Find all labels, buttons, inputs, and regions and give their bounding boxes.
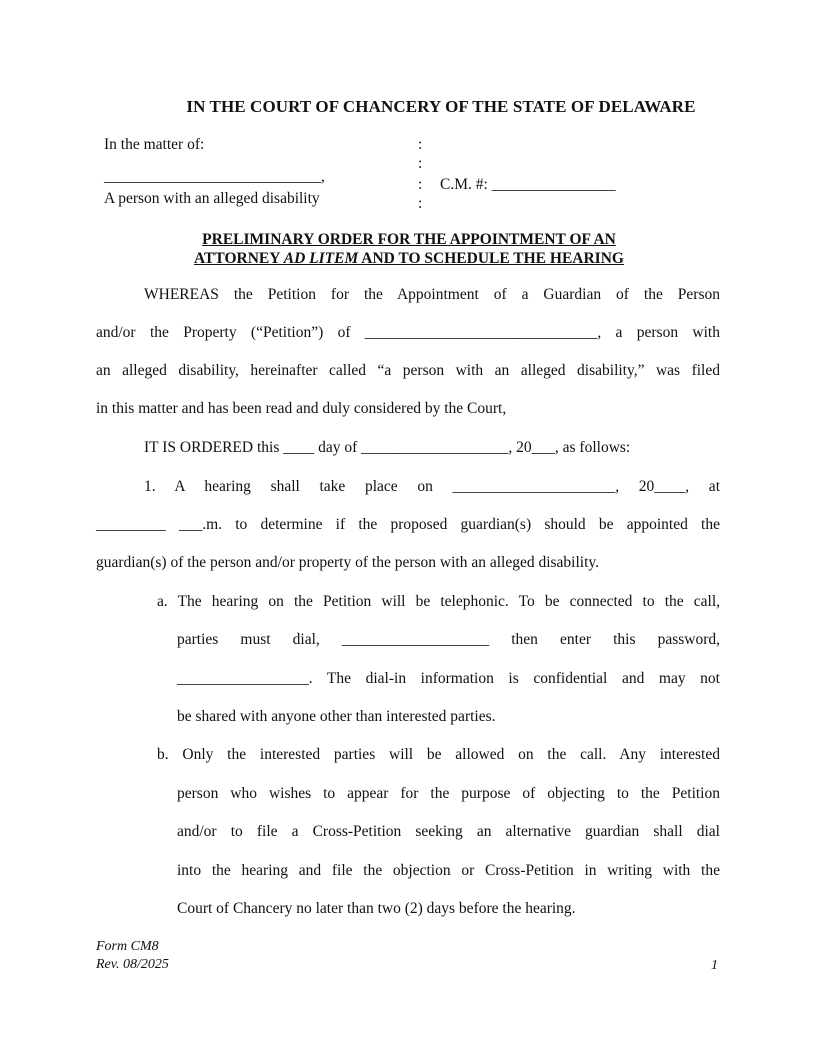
item-b-line: into the hearing and file the objection or Cross-Petition in writing with the [177, 862, 720, 879]
ordered-line: IT IS ORDERED this ____ day of ___________________, 20___, as follows: [144, 439, 631, 456]
whereas-line: an alleged disability, hereinafter called “a person with an alleged disability,” was filed [96, 362, 720, 379]
item-b-line: b. Only the interested parties will be allowed on the call. Any interested [157, 746, 720, 763]
item-a-line: be shared with anyone other than interested parties. [177, 708, 496, 725]
form-id: Form CM8 [96, 939, 159, 954]
court-title: IN THE COURT OF CHANCERY OF THE STATE OF DELAWARE [186, 97, 696, 116]
item-b-line: and/or to file a Cross-Petition seeking an alternative guardian shall dial [177, 823, 720, 840]
order-title-text: AND TO SCHEDULE THE HEARING [358, 250, 624, 267]
caption-colon: : [418, 155, 423, 172]
item-a-line: parties must dial, ___________________ then enter this password, [177, 631, 720, 648]
form-footer [96, 938, 169, 974]
ad-litem-text: AD LITEM [283, 250, 359, 267]
item1-line: guardian(s) of the person and/or property of the person with an alleged disability. [96, 554, 600, 571]
item-a-line: a. The hearing on the Petition will be telephonic. To be connected to the call, [157, 593, 720, 610]
whereas-line: and/or the Property (“Petition”) of ______________________________, a person with [96, 324, 720, 341]
item-b-line: person who wishes to appear for the purpose of objecting to the Petition [177, 785, 720, 802]
form-revision: Rev. 08/2025 [96, 957, 169, 972]
order-title-line2 [96, 249, 722, 268]
order-title [96, 230, 722, 268]
item-b-line: Court of Chancery no later than two (2) days before the hearing. [177, 900, 576, 917]
page-number: 1 [711, 958, 718, 973]
whereas-line: WHEREAS the Petition for the Appointment of a Guardian of the Person [144, 286, 720, 303]
item-a-line: _________________. The dial-in information is confidential and may not [177, 670, 720, 687]
item1-line: 1. A hearing shall take place on _____________________, 20____, at [144, 478, 720, 495]
caption-colon: : [418, 195, 423, 212]
case-caption [104, 136, 704, 216]
case-number: C.M. #: ________________ [440, 176, 616, 193]
matter-label: In the matter of: [104, 136, 205, 153]
order-title-line1: PRELIMINARY ORDER FOR THE APPOINTMENT OF AN [202, 231, 616, 248]
party-label: A person with an alleged disability [104, 190, 320, 207]
order-title-text: ATTORNEY [194, 250, 284, 267]
caption-colon: : [418, 136, 423, 153]
whereas-line: in this matter and has been read and duly considered by the Court, [96, 400, 507, 417]
person-name-blank: ____________________________, [104, 168, 325, 185]
item1-line: _________ ___.m. to determine if the proposed guardian(s) should be appointed the [96, 516, 720, 533]
caption-colon: : [418, 176, 423, 193]
